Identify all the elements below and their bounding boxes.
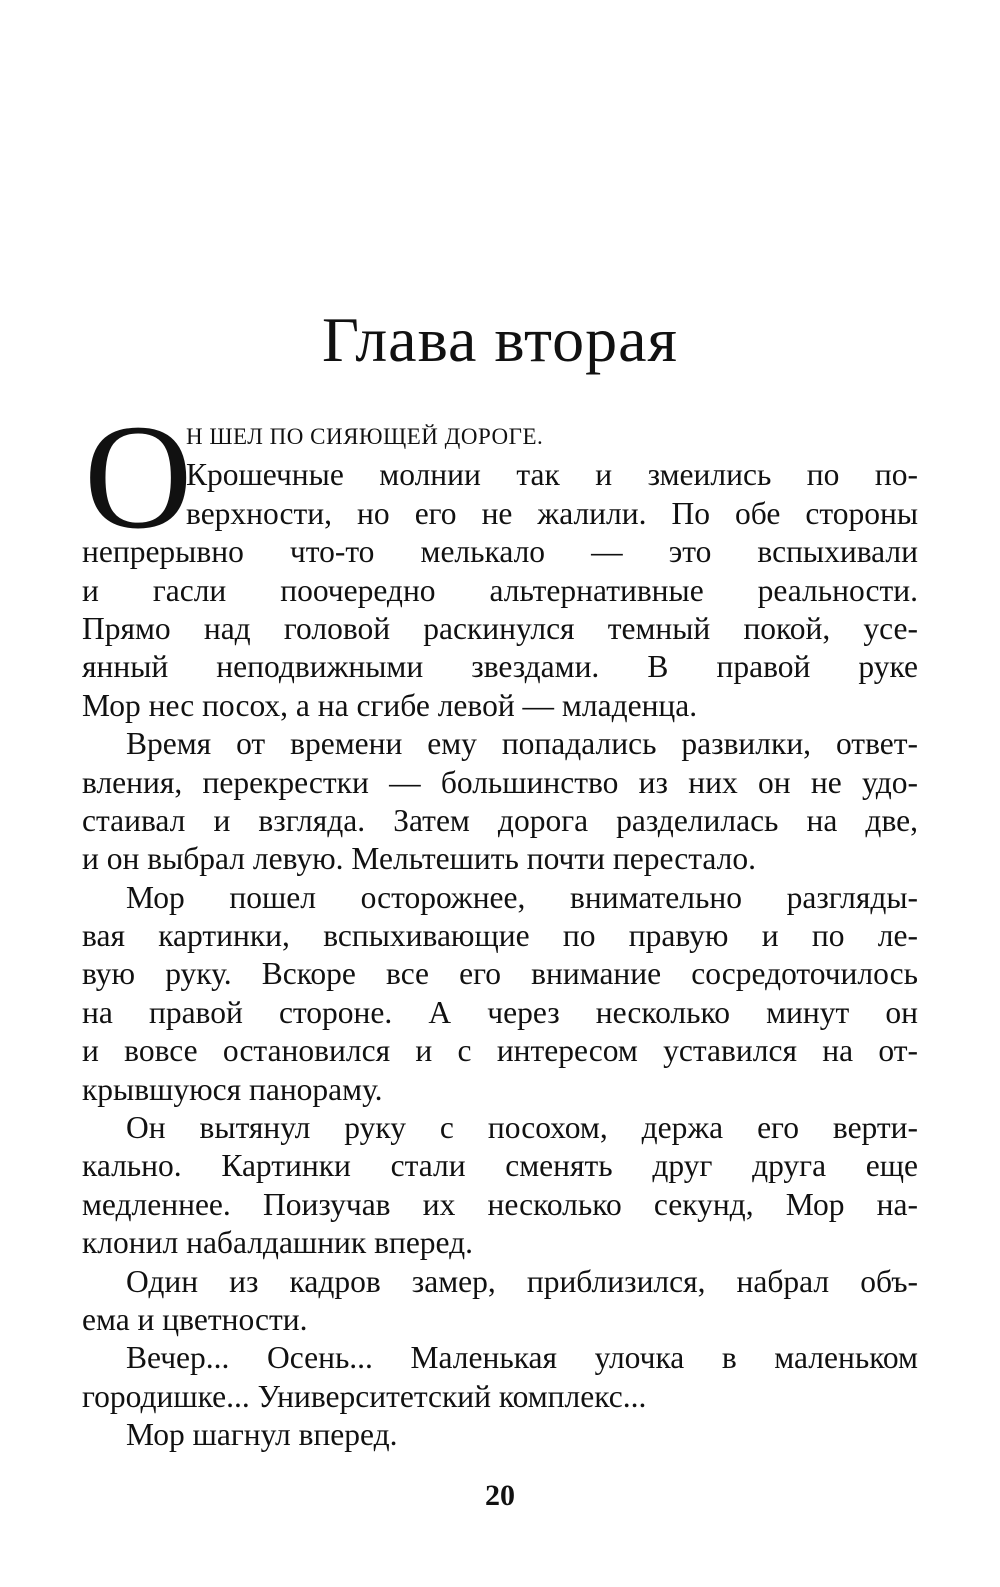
text-line: и гасли поочередно альтернативные реальности. bbox=[82, 572, 918, 608]
text-line: и он выбрал левую. Мельтешить почти перестало. bbox=[82, 841, 756, 877]
text-line: Мор шагнул вперед. bbox=[126, 1417, 398, 1453]
text-line: Н ШЕЛ ПО СИЯЮЩЕЙ ДОРОГЕ. bbox=[186, 424, 544, 449]
text-line: медленнее. Поизучав их несколько секунд, Мор на- bbox=[82, 1186, 918, 1222]
text-line: янный неподвижными звездами. В правой руке bbox=[82, 649, 918, 685]
text-line: непрерывно что-то мелькало — это вспыхивали bbox=[82, 534, 918, 570]
text-line: верхности, но его не жалили. По обе стороны bbox=[186, 495, 918, 531]
text-line: клонил набалдашник вперед. bbox=[82, 1225, 474, 1261]
text-line: ема и цветности. bbox=[82, 1301, 308, 1337]
chapter-body bbox=[82, 418, 918, 1455]
text-line: вую руку. Вскоре все его внимание сосредоточилось bbox=[82, 956, 918, 992]
drop-cap: О bbox=[84, 394, 193, 560]
text-line: Время от времени ему попадались развилки, ответ- bbox=[126, 726, 918, 762]
text-line: и вовсе остановился и с интересом уставился на от- bbox=[82, 1033, 918, 1069]
text-line: Мор пошел осторожнее, внимательно разгляды- bbox=[126, 879, 918, 915]
text-line: городишке... Университетский комплекс... bbox=[82, 1378, 647, 1414]
text-line: Вечер... Осень... Маленькая улочка в маленьком bbox=[126, 1340, 918, 1376]
text-line: на правой стороне. А через несколько минут он bbox=[82, 994, 918, 1030]
chapter-title: Глава вторая bbox=[322, 304, 678, 375]
text-line: Он вытянул руку с посохом, держа его верти- bbox=[126, 1110, 918, 1146]
page-number: 20 bbox=[485, 1479, 515, 1512]
text-line: Крошечные молнии так и змеились по по- bbox=[186, 457, 918, 493]
text-line: кально. Картинки стали сменять друг друга еще bbox=[82, 1148, 918, 1184]
text-line: крывшуюся панораму. bbox=[82, 1071, 383, 1107]
text-line: вления, перекрестки — большинство из них он не удо- bbox=[82, 764, 918, 800]
text-line: вая картинки, вспыхивающие по правую и по ле- bbox=[82, 918, 918, 954]
text-line: Один из кадров замер, приблизился, набрал объ- bbox=[126, 1263, 918, 1299]
text-line: стаивал и взгляда. Затем дорога разделилась на две, bbox=[82, 802, 918, 838]
text-line: Прямо над головой раскинулся темный покой, усе- bbox=[82, 610, 918, 646]
text-line: Мор нес посох, а на сгибе левой — младенца. bbox=[82, 687, 698, 723]
